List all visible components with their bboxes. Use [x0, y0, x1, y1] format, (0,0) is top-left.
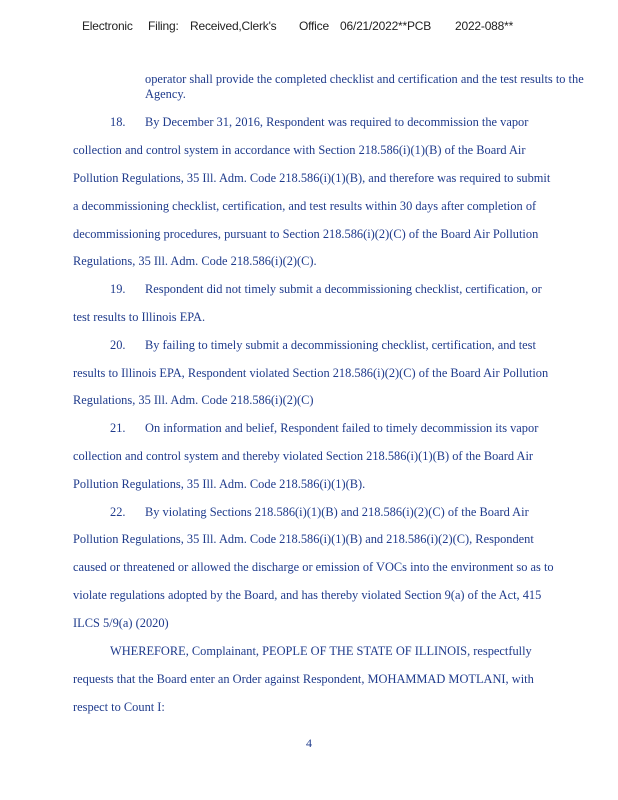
paragraph-line: On information and belief, Respondent failed to timely decommission its vapor [145, 421, 539, 435]
header-filing: Filing: [148, 19, 179, 33]
paragraph-line: Regulations, 35 Ill. Adm. Code 218.586(i)(2)(C). [73, 254, 317, 268]
paragraph-number: 20. [110, 338, 126, 352]
paragraph-line: test results to Illinois EPA. [73, 310, 206, 324]
header-date: 06/21/2022**PCB [340, 19, 432, 33]
wherefore-line: WHEREFORE, Complainant, PEOPLE OF THE STATE OF ILLINOIS, respectfully [110, 644, 532, 658]
header-docket: 2022-088** [455, 19, 514, 33]
paragraph-line: a decommissioning checklist, certification, and test results within 30 days after completion of [73, 199, 537, 213]
paragraph-line: results to Illinois EPA, Respondent violated Section 218.586(i)(2)(C) of the Board Air Pollution [73, 366, 549, 380]
paragraph-line: By violating Sections 218.586(i)(1)(B) and 218.586(i)(2)(C) of the Board Air [145, 505, 529, 519]
header-office: Office [299, 19, 329, 33]
wherefore-line: requests that the Board enter an Order against Respondent, MOHAMMAD MOTLANI, with [73, 672, 534, 686]
paragraph-line: collection and control system and thereby violated Section 218.586(i)(1)(B) of the Board Air [73, 449, 534, 463]
filing-header [0, 19, 618, 37]
paragraph-line: caused or threatened or allowed the discharge or emission of VOCs into the environment so as to [73, 560, 554, 574]
paragraph-line: By December 31, 2016, Respondent was required to decommission the vapor [145, 115, 529, 129]
paragraph-number: 21. [110, 421, 126, 435]
paragraph-number: 19. [110, 282, 126, 296]
paragraph-line: collection and control system in accordance with Section 218.586(i)(1)(B) of the Board Air [73, 143, 526, 157]
paragraph-line: Respondent did not timely submit a decommissioning checklist, certification, or [145, 282, 542, 296]
paragraph-line: By failing to timely submit a decommissioning checklist, certification, and test [145, 338, 536, 352]
paragraph-line: decommissioning procedures, pursuant to Section 218.586(i)(2)(C) of the Board Air Pollution [73, 227, 539, 241]
continuation-text: operator shall provide the completed checklist and certification and the test results to the Agency. [145, 72, 584, 101]
paragraph-line: Pollution Regulations, 35 Ill. Adm. Code 218.586(i)(1)(B). [73, 477, 366, 491]
page-number: 4 [306, 736, 312, 750]
paragraph-line: violate regulations adopted by the Board, and has thereby violated Section 9(a) of the Act, 415 [73, 588, 542, 602]
paragraph-number: 18. [110, 115, 126, 129]
header-received: Received,Clerk's [190, 19, 277, 33]
paragraph-line: Pollution Regulations, 35 Ill. Adm. Code 218.586(i)(1)(B) and 218.586(i)(2)(C), Respondent [73, 532, 534, 546]
paragraph-line: Regulations, 35 Ill. Adm. Code 218.586(i)(2)(C) [73, 393, 314, 407]
header-electronic: Electronic [82, 19, 133, 33]
paragraph-line: Pollution Regulations, 35 Ill. Adm. Code 218.586(i)(1)(B), and therefore was required to submit [73, 171, 551, 185]
paragraph-line: ILCS 5/9(a) (2020) [73, 616, 169, 630]
paragraph-number: 22. [110, 505, 126, 519]
wherefore-line: respect to Count I: [73, 700, 165, 714]
